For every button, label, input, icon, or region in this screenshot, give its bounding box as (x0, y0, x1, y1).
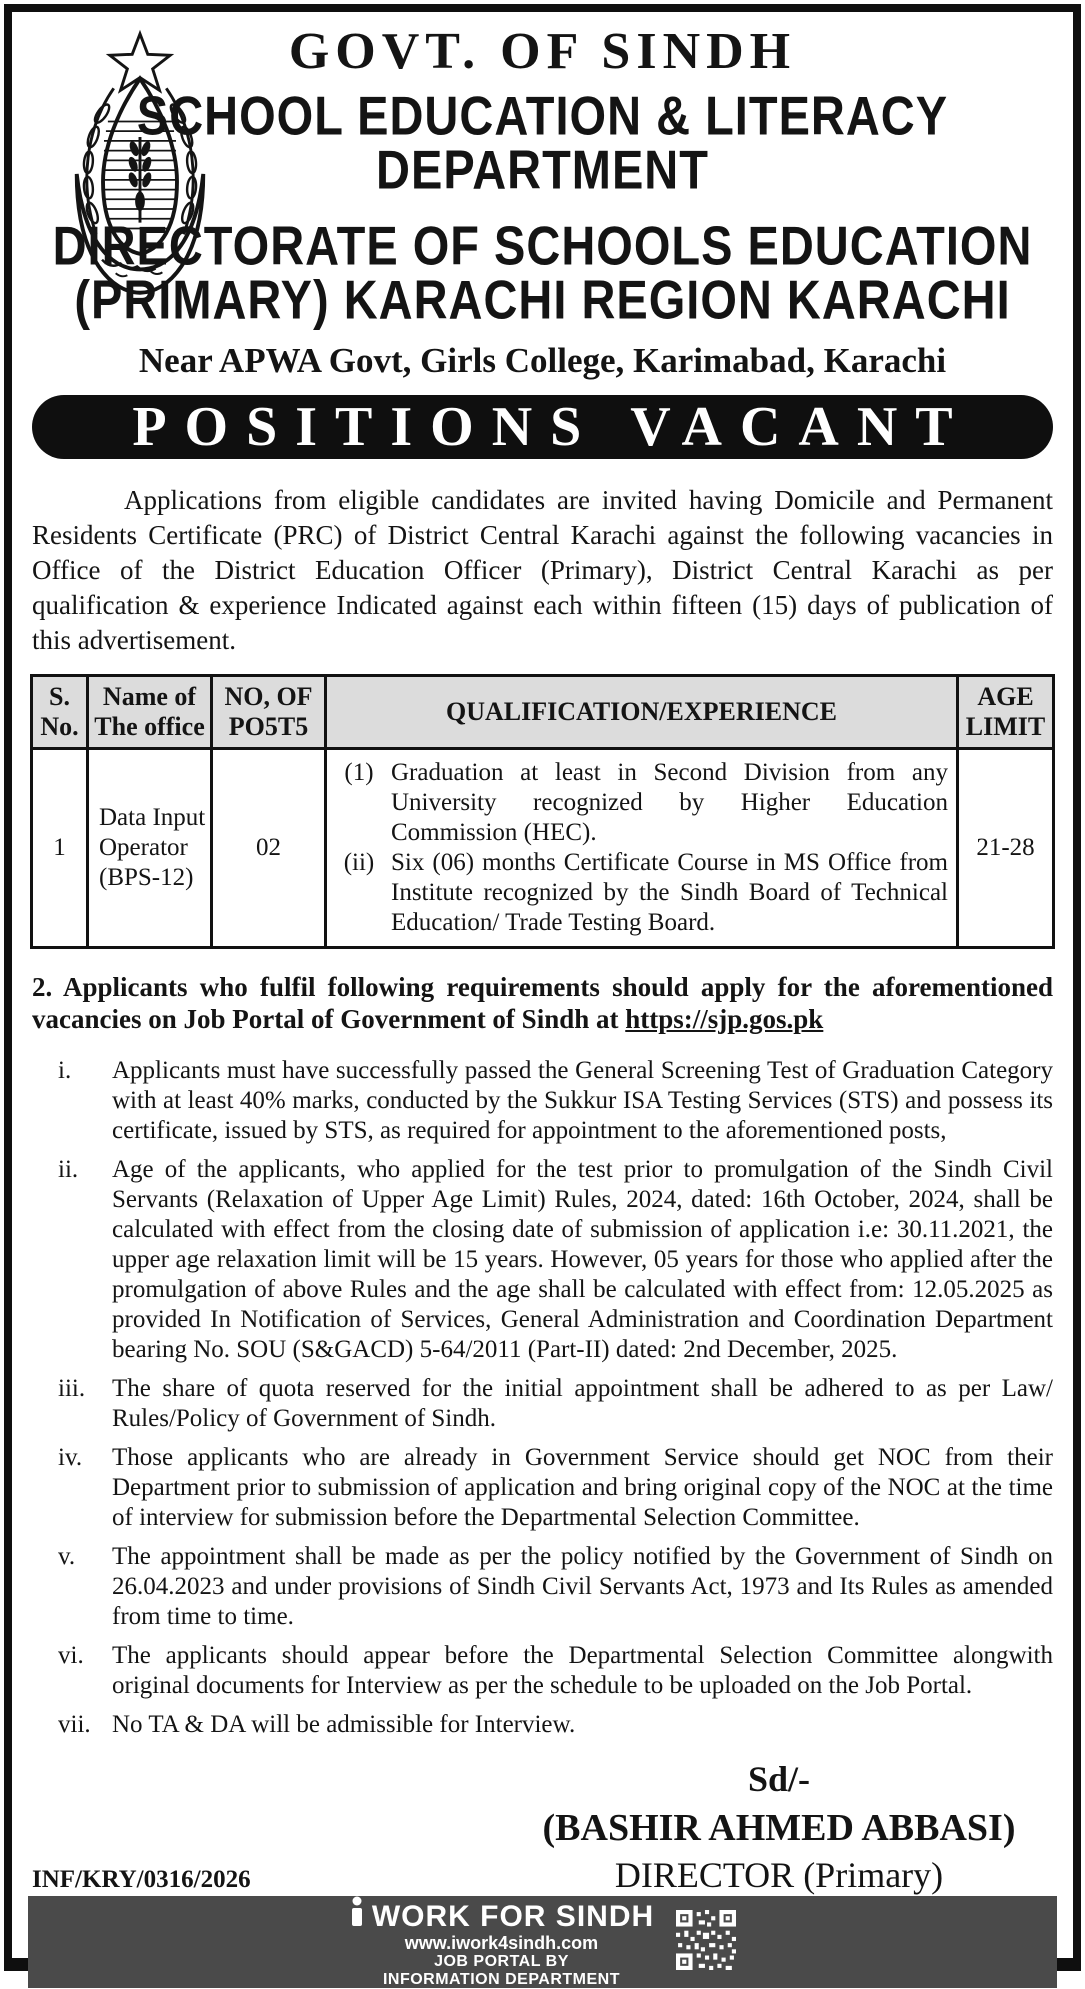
vacancies-table (30, 674, 1055, 949)
signatory-title: DIRECTOR (Primary) (614, 1855, 944, 1895)
col-header-age-limit: AGE LIMIT (958, 676, 1054, 749)
list-item-number: iv. (58, 1444, 83, 1471)
dept-title-line1: SCHOOL EDUCATION & LITERACY (136, 84, 949, 147)
cell-posts: 02 (212, 749, 326, 948)
col-header-s-no: S. No. (32, 676, 88, 749)
list-item-number: vi. (58, 1642, 84, 1669)
job-portal-link[interactable]: https://sjp.gos.pk (625, 1004, 824, 1034)
signature-sd: Sd/- (747, 1759, 811, 1799)
qualification-text: Graduation at least in Second Division from any University recognized by Higher Education Commission (HEC). (391, 759, 948, 846)
cell-office-name: Data Input Operator (BPS-12) (88, 749, 212, 948)
col-header-qualification: QUALIFICATION/EXPERIENCE (326, 676, 958, 749)
footer-website: www.iwork4sindh.com (404, 1932, 599, 1953)
footer-text-block (349, 1896, 654, 1989)
positions-vacant-banner (32, 395, 1053, 459)
signature-row (26, 1758, 1059, 1896)
requirements-heading (32, 971, 1053, 1035)
list-item-text: Age of the applicants, who applied for the test prior to promulgation of the Sindh Civil Servants (Relaxation of Upper Age Limit) Rules, 2024, dated: 16th October, 2024, shall be calculated with effect from the closing date of submission of application i.e: 30.11.2021, the upper age relaxation limit will be 15 years. However, 05 years for those who applied after the promulgation of above Rules and the age shall be calculated with effect from: 12.05.2025 as provided In Notification of Services, General Administration and Coordination Department bearing No. SOU (S&GACD) 5-64/2011 (Part-II) dated: 2nd December, 2025. (112, 1156, 1053, 1363)
list-item-text: The applicants should appear before the Departmental Selection Committee alongwith original documents for Interview as per the schedule to be uploaded on the Job Portal. (112, 1642, 1053, 1699)
list-item-number: ii. (58, 1156, 79, 1183)
iworkforsindh-footer-band (28, 1896, 1057, 1988)
list-item-number: i. (58, 1057, 72, 1084)
list-item (32, 1155, 1053, 1365)
iworkforsindh-i-icon (349, 1896, 365, 1932)
list-item (32, 1443, 1053, 1533)
qualification-item (331, 758, 948, 848)
col-header-posts: NO, OF PO5T5 (212, 676, 326, 749)
list-item-number: vii. (58, 1711, 91, 1738)
signature-block (519, 1758, 1039, 1896)
table-row (32, 749, 1054, 948)
masthead (26, 20, 1059, 381)
qr-code-icon (676, 1910, 736, 1975)
advertisement-page (4, 4, 1081, 1988)
qualification-text: Six (06) months Certificate Course in MS Office from Institute recognized by the Sindh Board of Technical Education/ Trade Testing Board. (391, 849, 948, 936)
advertisement-reference-number: INF/KRY/0316/2026 (32, 1866, 251, 1893)
intro-paragraph: Applications from eligible candidates are invited having Domicile and Permanent Residents Certificate (PRC) of District Central Karachi against the following vacancies in Office of the District Education Officer (Primary), District Central Karachi as per qualification & experience Indicated against each within fifteen (15) days of publication of this advertisement. (32, 485, 1053, 655)
cell-qualification (326, 749, 958, 948)
list-item (32, 1710, 1053, 1740)
requirements-list (32, 1047, 1053, 1740)
list-item-text: The share of quota reserved for the initial appointment shall be adhered to as per Law/ Rules/Policy of Government of Sindh. (112, 1375, 1053, 1432)
directorate-title-line1: DIRECTORATE OF SCHOOLS EDUCATION (52, 214, 1033, 277)
list-item-number: iii. (58, 1375, 86, 1402)
list-item (32, 1056, 1053, 1146)
requirements-heading-text: 2. Applicants who fulfil following requirements should apply for the aforementioned vacancies on Job Portal of Government of Sindh at (32, 972, 1053, 1034)
list-item (32, 1542, 1053, 1632)
cell-s-no: 1 (32, 749, 88, 948)
footer-brand (349, 1896, 654, 1932)
dept-title-line2: DEPARTMENT (376, 138, 709, 201)
signatory-name: (BASHIR AHMED ABBASI) (542, 1807, 1016, 1849)
cell-age-limit: 21-28 (958, 749, 1054, 948)
qualification-marker: (ii) (343, 849, 375, 876)
list-item-text: Applicants must have successfully passed the General Screening Test of Graduation Category with at least 40% marks, conducted by the Sukkur ISA Testing Services (STS) and possess its certificate, issued by STS, as required for appointment to the aforementioned posts, (112, 1057, 1053, 1144)
list-item-text: Those applicants who are already in Government Service should get NOC from their Department prior to submission of application and bring original copy of the NOC at the time of interview for submission before the Departmental Selection Committee. (112, 1444, 1053, 1531)
table-header-row (32, 676, 1054, 749)
list-item (32, 1641, 1053, 1701)
qualification-item (331, 848, 948, 938)
banner-title: POSITIONS VACANT (132, 396, 971, 458)
col-header-office: Name of The office (88, 676, 212, 749)
page-title-govt: GOVT. OF SINDH (288, 23, 797, 80)
footer-line1: JOB PORTAL BY (434, 1952, 569, 1970)
directorate-title-line2: (PRIMARY) KARACHI REGION KARACHI (74, 268, 1011, 331)
list-item-text: The appointment shall be made as per the policy notified by the Government of Sindh on 26.04.2023 and under provisions of Sindh Civil Servants Act, 1973 and Its Rules as amended from time to time. (112, 1543, 1053, 1630)
list-item-number: v. (58, 1543, 76, 1570)
list-item (32, 1374, 1053, 1434)
list-item-text: No TA & DA will be admissible for Interview. (112, 1711, 576, 1738)
footer-brand-text: WORK FOR SINDH (371, 1899, 655, 1933)
office-address: Near APWA Govt, Girls College, Karimabad, Karachi (138, 341, 947, 380)
qualification-marker: (1) (344, 759, 374, 786)
footer-line2: INFORMATION DEPARTMENT (382, 1970, 621, 1988)
